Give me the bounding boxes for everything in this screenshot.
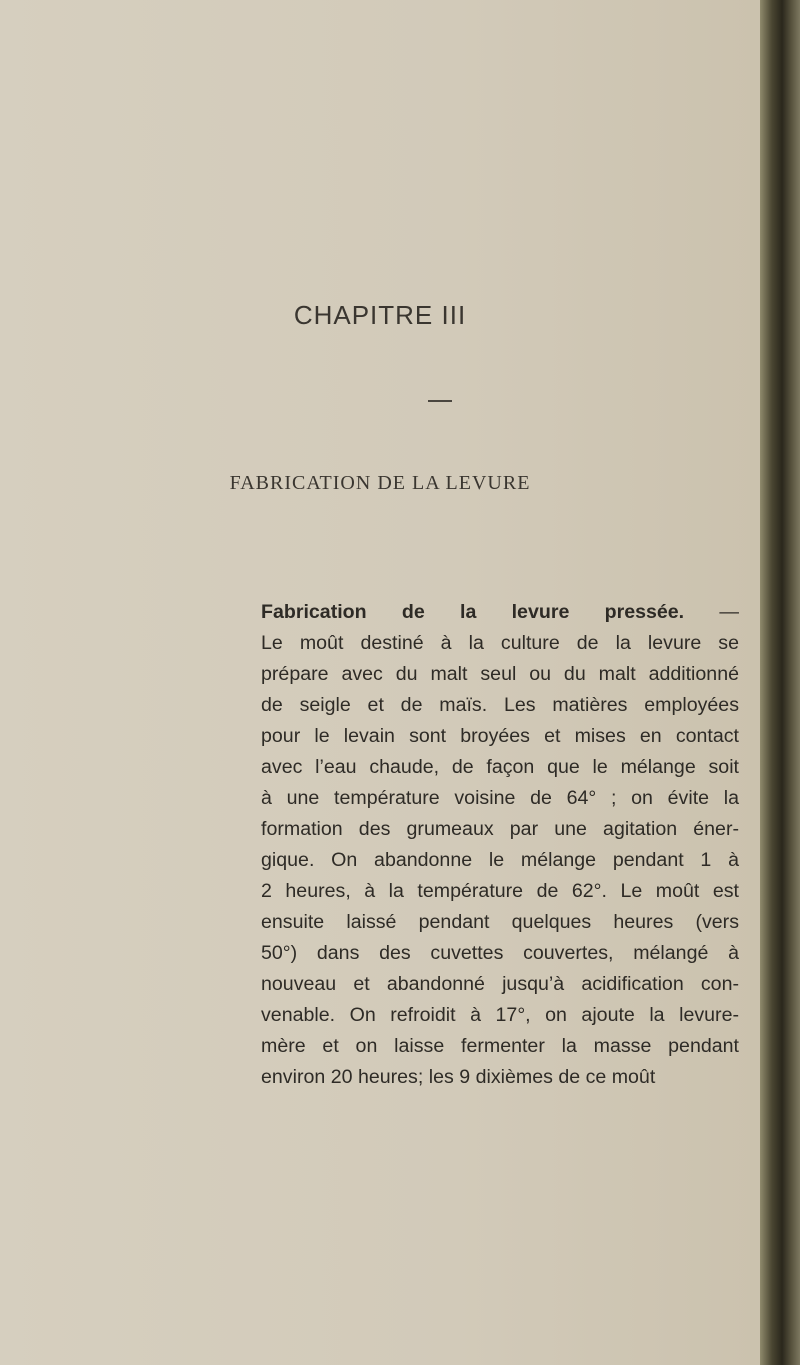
text-line: Le moût destiné à la culture de la levure se (261, 632, 739, 654)
text-line: ensuite laissé pendant quelques heures (vers (261, 911, 739, 933)
chapter-subtitle: FABRICATION DE LA LEVURE (229, 472, 531, 494)
text-line: 2 heures, à la température de 62°. Le moût est (261, 880, 739, 902)
text-line: environ 20 heures; les 9 dixièmes de ce moût (261, 1066, 656, 1088)
text-line: formation des grumeaux par une agitation éner- (261, 818, 739, 840)
text-line: venable. On refroidit à 17°, on ajoute la levure- (261, 1004, 739, 1026)
chapter-title: CHAPITRE III (293, 300, 467, 330)
title-divider (428, 400, 452, 402)
text-line: pour le levain sont broyées et mises en contact (261, 725, 739, 747)
text-line: gique. On abandonne le mélange pendant 1 à (261, 849, 739, 871)
text-line: à une température voisine de 64° ; on évite la (261, 787, 739, 809)
section-body (261, 597, 739, 1093)
text-line: de seigle et de maïs. Les matières employées (261, 694, 739, 716)
text-line: 50°) dans des cuvettes couvertes, mélangé à (261, 942, 739, 964)
text-line: mère et on laisse fermenter la masse pendant (261, 1035, 739, 1057)
section-heading-line (261, 597, 739, 628)
heading-dash: — (684, 601, 739, 623)
text-line: prépare avec du malt seul ou du malt additionné (261, 663, 739, 685)
text-line: avec l’eau chaude, de façon que le mélange soit (261, 756, 739, 778)
book-spine-edge (760, 0, 800, 1365)
section-heading: Fabrication de la levure pressée. (261, 601, 685, 623)
text-line: nouveau et abandonné jusqu’à acidification con- (261, 973, 739, 995)
